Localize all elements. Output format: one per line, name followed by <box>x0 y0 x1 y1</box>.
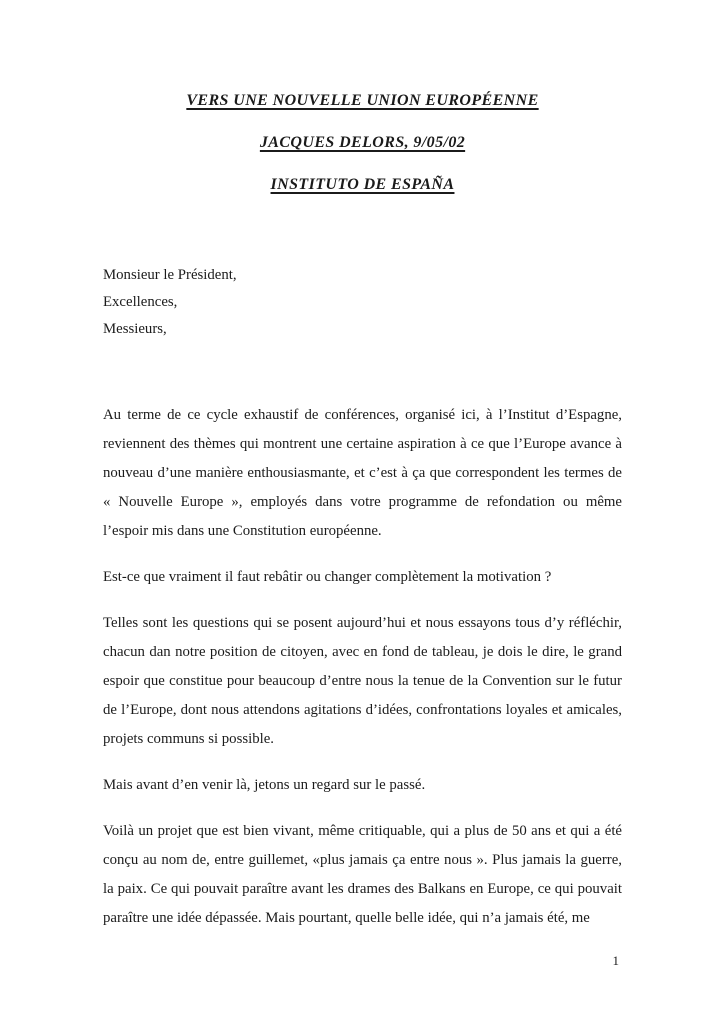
salutation-line-messieurs: Messieurs, <box>103 321 167 337</box>
document-body <box>103 401 622 933</box>
paragraph-projet: Voilà un projet que est bien vivant, même critiquable, qui a plus de 50 ans et qui a été conçu au nom de, entre guillemet, «plus jamais ça entre nous ». Plus jamais la guerre, la paix. Ce qui pouvait paraître avant les drames des Balkans en Europe, ce qui pouvait paraître une idée dépassée. Mais pourtant, quelle belle idée, qui n’a jamais été, me <box>103 823 622 926</box>
salutation-line-excellences: Excellences, <box>103 294 178 310</box>
page-number: 1 <box>612 953 619 968</box>
paragraph-intro: Au terme de ce cycle exhaustif de conférences, organisé ici, à l’Institut d’Espagne, reviennent des thèmes qui montrent une certaine aspiration à ce que l’Europe avance à nouveau d’une manière enthousiasmante, et c’est à ça que correspondent les termes de « Nouvelle Europe », employés dans votre programme de refondation ou même l’espoir mis dans une Constitution européenne. <box>103 407 622 539</box>
document-title-block <box>103 80 622 206</box>
document-title: VERS UNE NOUVELLE UNION EUROPÉENNE <box>186 92 539 109</box>
document-author-date: JACQUES DELORS, 9/05/02 <box>259 134 466 151</box>
document-institution: INSTITUTO DE ESPAÑA <box>270 176 455 193</box>
salutation-block <box>103 262 622 343</box>
paragraph-convention: Telles sont les questions qui se posent aujourd’hui et nous essayons tous d’y réfléchir, chacun dan notre position de citoyen, avec en fond de tableau, je dois le dire, le grand espoir que constitue pour beaucoup d’entre nous la tenue de la Convention sur le futur de l’Europe, dont nous attendons agitations d’idées, confrontations loyales et amicales, projets communs si possible. <box>103 615 622 747</box>
paragraph-question: Est-ce que vraiment il faut rebâtir ou changer complètement la motivation ? <box>103 569 552 585</box>
salutation-line-president: Monsieur le Président, <box>103 267 237 283</box>
paragraph-transition: Mais avant d’en venir là, jetons un regard sur le passé. <box>103 777 426 793</box>
